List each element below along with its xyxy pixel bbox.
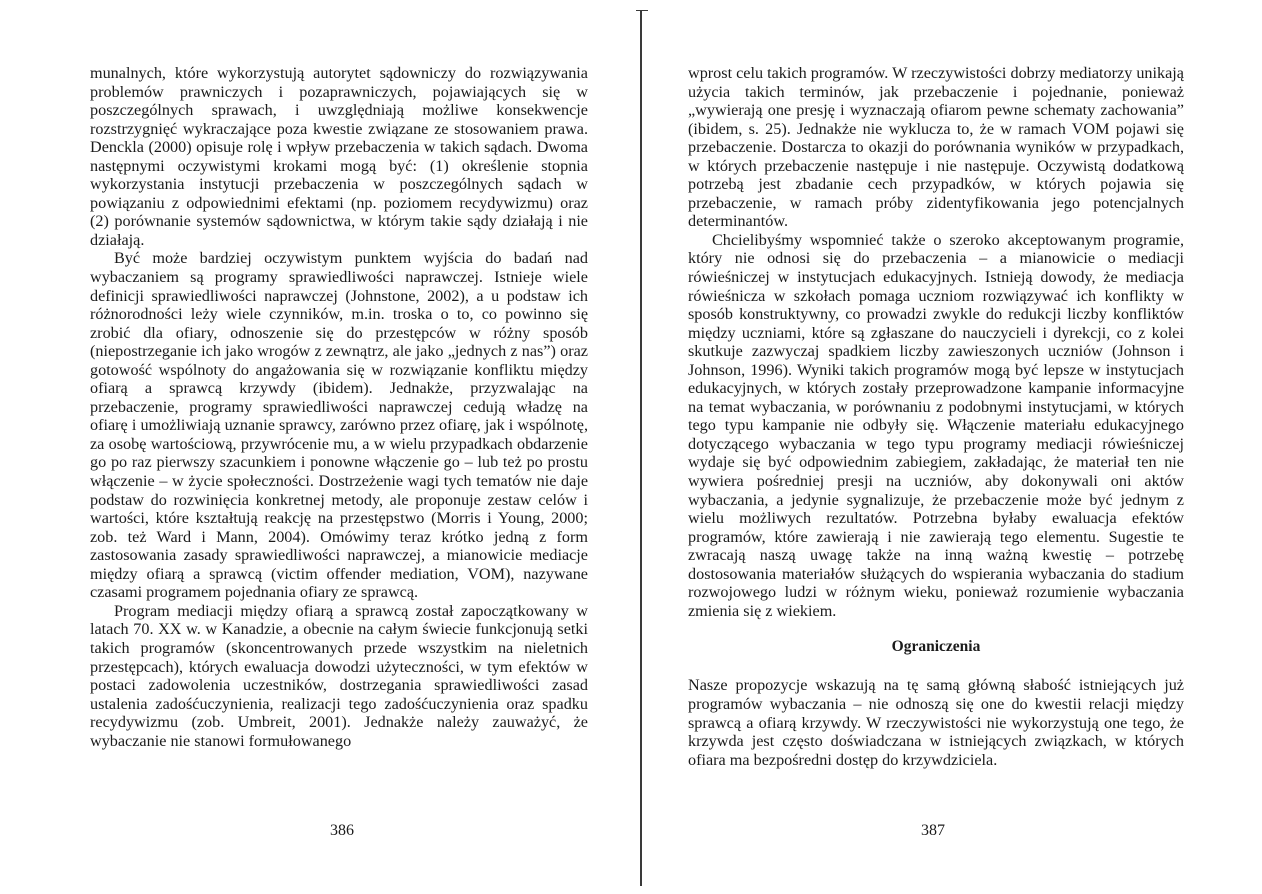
left-paragraph-1: munalnych, które wykorzystują autorytet sądowniczy do rozwiązywania problemów prawniczych i pozaprawniczych, pojawiających się w poszczególnych sprawach, i uwzględniają możliwe konsekwencje rozstrzygnięć wykraczające poza kwestie związane ze stosowaniem prawa. Denckla (2000) opisuje rolę i wpływ przebaczenia w takich sądach. Dwoma następnymi oczywistymi krokami mogą być: (1) określenie stopnia wykorzystania instytucji przebaczenia w poszczególnych sądach w powiązaniu z odpowiednimi efektami (np. poziomem recydywizmu) oraz (2) porównanie systemów sądownictwa, w którym takie sądy działają i nie działają.: [90, 64, 588, 249]
left-paragraph-2: Być może bardziej oczywistym punktem wyjścia do badań nad wybaczaniem są programy sprawiedliwości naprawczej. Istnieje wiele definicji sprawiedliwości naprawczej (Johnstone, 2002), a u podstaw ich różnorodności leży wiele czynników, m.in. troska o to, co powinno się zrobić dla ofiary, odnoszenie się do przestępców w różny sposób (niepostrzeganie ich jako wrogów z zewnątrz, ale jako „jednych z nas”) oraz gotowość wspólnoty do angażowania się w rozwiązanie konfliktu między ofiarą a sprawcą krzywdy (ibidem). Jednakże, przyzwalając na przebaczenie, programy sprawiedliwości naprawczej cedują władzę na ofiarę i umożliwiają uznanie sprawcy, zarówno przez ofiarę, jak i wspólnotę, za osobę wartościową, przywrócenie mu, a w wielu przypadkach obdarzenie go po raz pierwszy szacunkiem i ponowne włączenie go – lub też po prostu włączenie – w życie społeczności. Dostrzeżenie wagi tych tematów nie daje podstaw do rozwinięcia konkretnej metody, ale proponuje zestaw celów i wartości, które kształtują reakcję na przestępstwo (Morris i Young, 2000; zob. też Ward i Mann, 2004). Omówimy teraz krótko jedną z form zastosowania zasady sprawiedliwości naprawczej, a mianowicie mediacje między ofiarą a sprawcą (victim offender mediation, VOM), nazywane czasami programem pojednania ofiary ze sprawcą.: [90, 249, 588, 602]
right-page: [688, 64, 1184, 834]
left-paragraph-3: Program mediacji między ofiarą a sprawcą został zapoczątkowany w latach 70. XX w. w Kanadzie, a obecnie na całym świecie funkcjonują setki takich programów (skoncentrowanych przede wszystkim na nieletnich przestępcach), których ewaluacja dowodzi użyteczności, w tym efektów w postaci zadowolenia uczestników, dostrzegania sprawiedliwości zasad ustalenia zadośćuczynienia, realizacji tego zadośćuczynienia oraz spadku recydywizmu (zob. Umbreit, 2001). Jednakże należy zauważyć, że wybaczanie nie stanowi formułowanego: [90, 601, 588, 750]
gutter-mark: [636, 10, 648, 11]
page-number-right: 387: [921, 822, 945, 839]
book-gutter: [640, 10, 642, 886]
right-paragraph-2: Chcielibyśmy wspomnieć także o szeroko akceptowanym programie, który nie odnosi się do przebaczenia – a mianowicie o mediacji rówieśniczej w instytucjach edukacyjnych. Istnieją dowody, że mediacja rówieśnicza w szkołach pomaga uczniom rozwiązywać ich konflikty w sposób konstruktywny, co prowadzi zwykle do redukcji liczby konfliktów między uczniami, które są zgłaszane do nauczycieli i dyrekcji, co z kolei skutkuje zazwyczaj spadkiem liczby zawieszonych uczniów (Johnson i Johnson, 1996). Wyniki takich programów mogą być lepsze w instytucjach edukacyjnych, w których zostały przeprowadzone kampanie informacyjne na temat wybaczania, w porównaniu z podobnymi instytucjami, w których tego typu kampanie nie odbyły się. Włączenie materiału edukacyjnego dotyczącego wybaczania w tego typu programy mediacji rówieśniczej wydaje się być odpowiednim zabiegiem, zakładając, że materiał ten nie wywiera pośredniej presji na uczniów, aby dokonywali oni aktów wybaczania, a jedynie sygnalizuje, że przebaczenie może być jednym z wielu możliwych rezultatów. Potrzebna byłaby ewaluacja efektów programów, które zawierają i nie zawierają tego elementu. Sugestie te zwracają naszą uwagę także na inną ważną kwestię – potrzebę dostosowania materiałów służących do wspierania wybaczania do stadium rozwojowego ludzi w różnym wieku, ponieważ rozumienie wybaczania zmienia się z wiekiem.: [688, 230, 1184, 620]
right-paragraph-1: wprost celu takich programów. W rzeczywistości dobrzy mediatorzy unikają użycia takich terminów, jak przebaczenie i pojednanie, ponieważ „wywierają one presję i wyznaczają ofiarom pewne schematy zachowania” (ibidem, s. 25). Jednakże nie wyklucza to, że w ramach VOM pojawi się przebaczenie. Dostarcza to okazji do porównania wyników w przypadkach, w których przebaczenie następuje i nie następuje. Oczywistą dodatkową potrzebą jest zbadanie cech przypadków, w których pojawia się przebaczenie, w ramach próby zidentyfikowania jego potencjalnych determinantów.: [688, 64, 1184, 231]
section-heading: Ograniczenia: [891, 638, 981, 656]
page-number-left: 386: [330, 822, 354, 839]
right-paragraph-3: Nasze propozycje wskazują na tę samą główną słabość istniejących już programów wybaczania – nie odnoszą się one do kwestii relacji między sprawcą a ofiarą krzywdy. W rzeczywistości nie wykorzystują one tego, że krzywda jest często doświadczana w istniejących związkach, w których ofiara ma bezpośredni dostęp do krzywdziciela.: [688, 676, 1184, 769]
left-page: [90, 64, 588, 834]
